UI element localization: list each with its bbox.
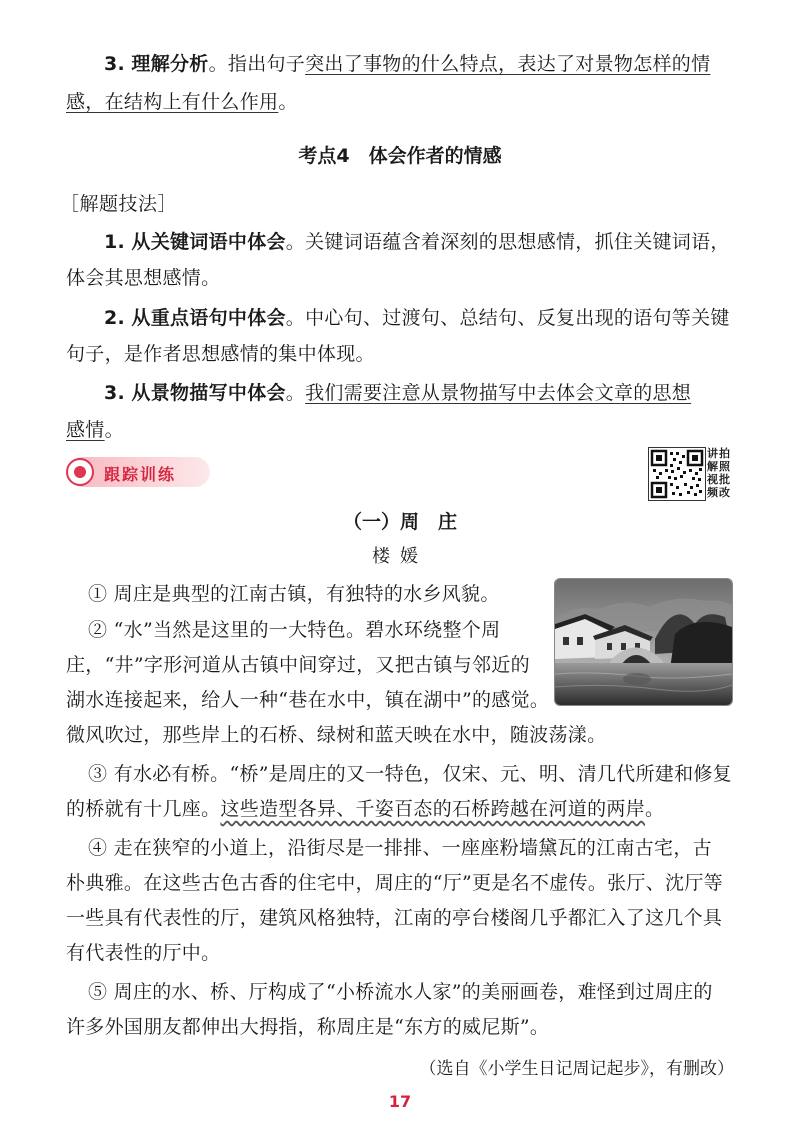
- tip2-title: 从重点语句中体会: [131, 307, 286, 329]
- passage-period: 。: [645, 798, 665, 820]
- section3-underlined-a: 突出了事物的什么特点，表达了对景物怎样的情: [305, 53, 711, 75]
- passage-author: 楼媛: [372, 546, 428, 567]
- passage-text: ① 周庄是典型的江南古镇，有独特的水乡风貌。: [88, 583, 500, 605]
- tip3-underlined-b: 感情: [66, 419, 105, 441]
- qr-side-label: [707, 447, 737, 499]
- page-number: 17: [388, 1092, 412, 1111]
- section3-line2: [66, 90, 734, 114]
- qr-side-line: 视批: [707, 473, 731, 486]
- passage-line: [66, 980, 734, 1004]
- passage-line: [66, 762, 734, 786]
- tip1-title: 从关键词语中体会: [131, 231, 286, 253]
- passage-line: [66, 836, 734, 860]
- section3-end: 。: [278, 91, 298, 113]
- tip3-line2: [66, 418, 734, 442]
- tip2-text: 。中心句、过渡句、总结句、反复出现的语句等关键: [285, 307, 730, 329]
- tips-label: ［解题技法］: [60, 193, 178, 215]
- tip1-line2: 体会其思想感情。: [66, 267, 221, 289]
- passage-line: 有代表性的厅中。: [66, 942, 221, 964]
- practice-tag: [68, 457, 210, 487]
- tip1-text: 。关键词语蕴含着深刻的思想感情，抓住关键词语，: [285, 231, 730, 253]
- section-heading: 考点4 体会作者的情感: [298, 145, 502, 167]
- tip2-line2: 句子，是作者思想感情的集中体现。: [66, 343, 375, 365]
- practice-tag-label: 跟踪训练: [104, 465, 177, 484]
- passage-title: （一）周 庄: [342, 511, 457, 533]
- passage-line: 湖水连接起来，给人一种“巷在水中，镇在湖中”的感觉。: [66, 689, 550, 711]
- passage-line: 庄，“井”字形河道从古镇中间穿过，又把古镇与邻近的: [66, 654, 530, 676]
- passage-line: [66, 797, 734, 821]
- tip3-title: 从景物描写中体会: [131, 382, 286, 404]
- tip3-line1: [66, 381, 734, 405]
- tip3-underlined-a: 我们需要注意从景物描写中去体会文章的思想: [305, 382, 692, 404]
- passage-line: 朴典雅。在这些古色古香的住宅中，周庄的“厅”更是名不虚传。张厅、沈厅等: [66, 872, 723, 894]
- passage-text: ③ 有水必有桥。“桥”是周庄的又一特色，仅宋、元、明、清几代所建和修复: [88, 763, 732, 785]
- passage-line: 一些具有代表性的厅，建筑风格独特，江南的亭台楼阁几乎都汇入了这几个具: [66, 907, 723, 929]
- tip3-num: 3.: [104, 382, 126, 404]
- tip2-num: 2.: [104, 307, 126, 329]
- section3-line1: [66, 52, 734, 76]
- tip2-line1: [66, 306, 734, 330]
- tip1-num: 1.: [104, 231, 126, 253]
- section3-num: 3.: [104, 53, 126, 75]
- tip3-text: 。: [285, 382, 306, 404]
- passage-text: ② “水”当然是这里的一大特色。碧水环绕整个周: [88, 619, 501, 641]
- qr-code-icon: [649, 448, 705, 500]
- section3-title: 理解分析: [131, 53, 209, 75]
- qr-code[interactable]: [648, 447, 706, 501]
- tip3-end: 。: [104, 419, 124, 441]
- qr-side-line: 解照: [707, 460, 731, 473]
- target-icon: [66, 458, 94, 486]
- qr-side-line: 频改: [707, 486, 731, 499]
- wavy-underlined-sentence: 这些造型各异、千姿百态的石桥跨越在河道的两岸: [220, 798, 646, 820]
- tip1-line1: [66, 230, 734, 254]
- section3-text-a: 。指出句子: [208, 53, 306, 75]
- passage-text: ④ 走在狭窄的小道上，沿街尽是一排排、一座座粉墙黛瓦的江南古宅，古: [88, 837, 712, 859]
- qr-side-line: 讲拍: [707, 447, 731, 460]
- passage-line: 许多外国朋友都伸出大拇指，称周庄是“东方的威尼斯”。: [66, 1016, 550, 1038]
- passage-text: 的桥就有十几座。: [66, 798, 221, 820]
- passage-line: [66, 618, 734, 642]
- passage-line: [66, 582, 734, 606]
- section3-underlined-b: 感，在结构上有什么作用: [66, 91, 279, 113]
- passage-line: 微风吹过，那些岸上的石桥、绿树和蓝天映在水中，随波荡漾。: [66, 724, 607, 746]
- citation: （选自《小学生日记周记起步》，有删改）: [419, 1059, 734, 1079]
- passage-text: ⑤ 周庄的水、桥、厅构成了“小桥流水人家”的美丽画卷，难怪到过周庄的: [88, 981, 713, 1003]
